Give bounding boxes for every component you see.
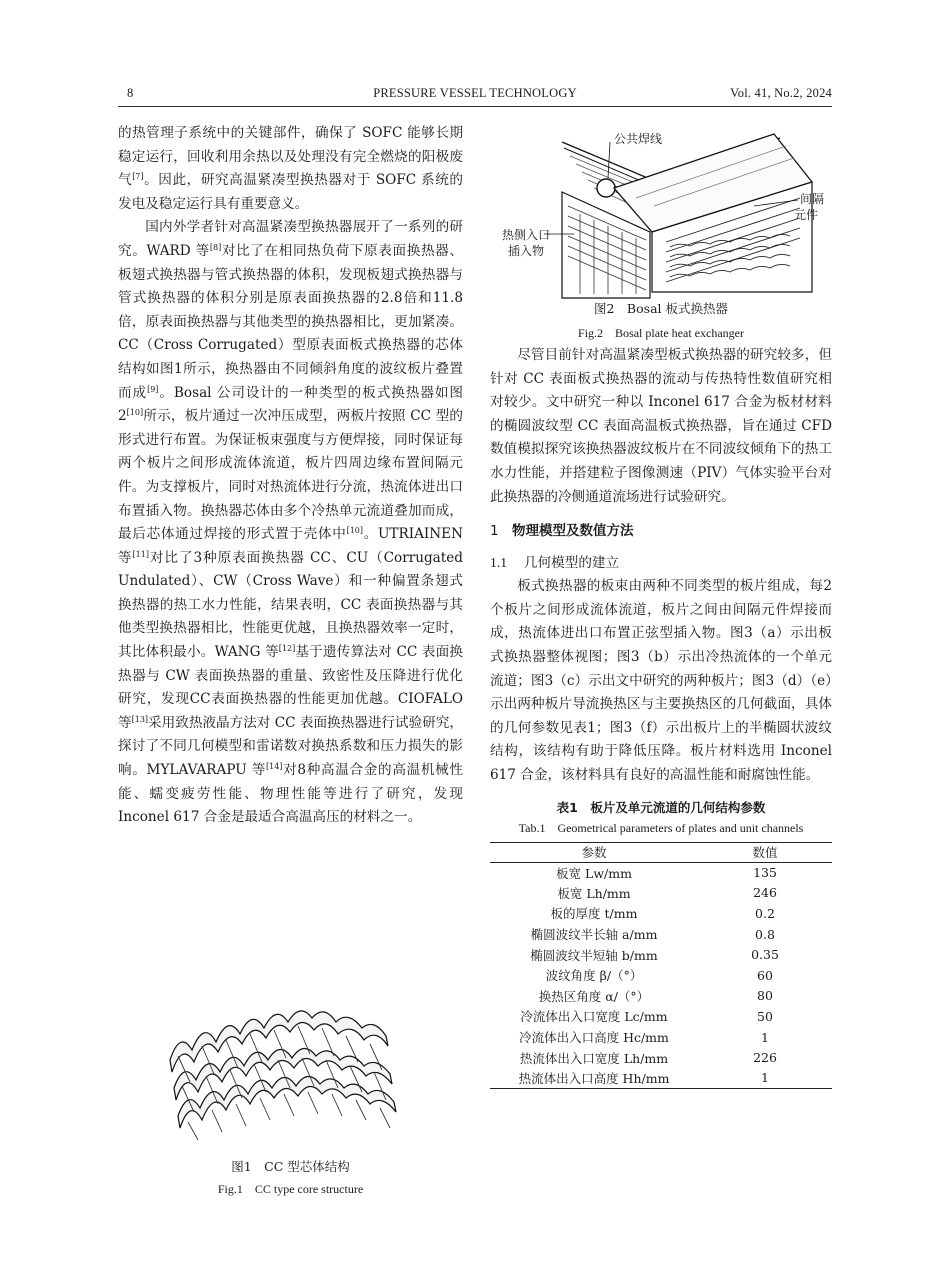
table-cell-param: 板的厚度 t/mm — [550, 906, 638, 922]
table-cell-param: 椭圆波纹半长轴 a/mm — [530, 927, 658, 943]
table-cell-param: 椭圆波纹半短轴 b/mm — [530, 947, 658, 963]
paragraph-literature-review: 国内外学者针对高温紧凑型换热器展开了一系列的研究。WARD 等[8]对比了在相同热负荷下原表面换热器、板翅式换热器与管式换热器的体积，发现板翅式换热器与管式换热器的体积分别是原表面换热器的2.8倍和11.8倍，原表面换热器与其他类型的换热器相比，更加紧凑。CC（Cross Corrugated）型原表面板式换热器的芯体结构如图1所示，换热器由不同倾斜角度的波纹板片叠置而成[9]。Bosal 公司设计的一种类型的板式换热器如图2[10]所示，板片通过一次冲压成型，两板片按照 CC 型的形式进行布置。为保证板束强度与方便焊接，同时保证每两个板片之间形成流体流道，板片四周边缘布置间隔元件。为支撑板片，同时对热流体进行分流，热流体进出口布置插入物。换热器芯体由多个冷热单元流道叠加而成，最后芯体通过焊接的形式置于壳体中[10]。UTRIAINEN 等[11]对比了3种原表面换热器 CC、CU（Corrugated Undulated）、CW（Cross Wave）和一种偏置条翅式换热器的热工水力性能，结果表明，CC 表面换热器与其他类型换热器相比，性能更优越，且换热器效率一定时，其比体积最小。WANG 等[12]基于遗传算法对 CC 表面换热器与 CW 表面换热器的重量、致密性及压降进行优化研究，发现CC表面换热器的性能更加优越。CIOFALO 等[13]采用致热液晶方法对 CC 表面换热器进行试验研究，探讨了不同几何模型和雷诺数对换热系数和压力损失的影响。MYLAVARAPU 等[14]对8种高温合金的高温机械性能、蠕变疲劳性能、物理性能等进行了研究，发现 Inconel 617 合金是最适合高温高压的材料之一。 — [118, 219, 464, 826]
table-row — [490, 965, 832, 986]
table-row — [490, 944, 832, 965]
table-cell-value: 80 — [757, 988, 773, 1004]
fig2-label-spacer-2: 元件 — [794, 208, 819, 222]
table-cell-value: 0.2 — [755, 905, 775, 921]
fig2-label-insert-2: 插入物 — [508, 244, 545, 258]
figure-2 — [490, 122, 832, 342]
table-cell-value: 60 — [757, 967, 773, 983]
table-cell-value: 0.8 — [755, 926, 775, 942]
header-rule — [118, 106, 832, 107]
table-cell-param: 冷流体出入口高度 Hc/mm — [519, 1030, 669, 1046]
table-1-parameters — [490, 842, 832, 1090]
journal-title: PRESSURE VESSEL TECHNOLOGY — [373, 86, 577, 100]
table-cell-value: 0.35 — [751, 947, 779, 963]
table-cell-param: 冷流体出入口宽度 Lc/mm — [520, 1009, 668, 1025]
section-1-1-title: 几何模型的建立 — [524, 555, 620, 572]
table-cell-param: 换热区角度 α/（°） — [538, 988, 650, 1004]
weld-line-roll — [597, 179, 615, 197]
section-1-1-heading — [490, 551, 832, 575]
figure-1-caption-en: Fig.1 CC type core structure — [217, 1182, 364, 1196]
table-row — [490, 924, 832, 945]
table-cell-value: 226 — [753, 1050, 777, 1066]
table-cell-param: 板宽 Lh/mm — [557, 885, 631, 901]
cc-core-structure-illustration — [118, 1000, 463, 1150]
table-row — [490, 1006, 832, 1027]
paragraph-research-aim: 尽管目前针对高温紧凑型板式换热器的研究较多，但针对 CC 表面板式换热器的流动与传热特性数值研究相对较少。文中研究一种以 Inconel 617 合金为板材材料的椭圆波纹型 CC 表面高温板式换热器，旨在通过 CFD 数值模拟探究该换热器波纹板片在不同波纹倾角下的热工水力性能，并搭建粒子图像测速（PIV）气体实验平台对此换热器的冷侧通道流场进行试验研究。 — [490, 347, 832, 505]
figure-2-caption-en: Fig.2 Bosal plate heat exchanger — [578, 326, 744, 340]
table-row — [490, 1047, 832, 1068]
table-1-caption-cn: 表1 板片及单元流道的几何结构参数 — [556, 799, 766, 815]
right-column — [490, 344, 832, 1089]
table-row — [490, 862, 832, 883]
table-row — [490, 1068, 832, 1089]
table-cell-value: 135 — [753, 865, 777, 881]
page-number: 8 — [127, 86, 134, 100]
corrugated-plate-layer-3 — [178, 1076, 396, 1128]
figure-1 — [118, 1000, 463, 1198]
table-cell-value: 50 — [757, 1008, 773, 1024]
table-cell-param: 热流体出入口高度 Hh/mm — [490, 1068, 698, 1089]
table-header-row — [490, 842, 832, 862]
table-1-caption-en: Tab.1 Geometrical parameters of plates and unit channels — [518, 820, 804, 835]
table-row — [490, 986, 832, 1007]
table-cell-value: 246 — [753, 885, 777, 901]
table-cell-param: 热流体出入口宽度 Lh/mm — [519, 1050, 669, 1066]
fig2-label-spacer-1: 间隔 — [800, 192, 825, 206]
left-column — [118, 122, 463, 830]
section-1-number: 1 — [490, 523, 499, 540]
paragraph-intro-end: 的热管理子系统中的关键部件，确保了 SOFC 能够长期稳定运行，回收利用余热以及处理没有完全燃烧的阳极废气[7]。因此，研究高温紧凑型换热器对于 SOFC 系统的发电及稳定运行具有重要意义。 — [118, 125, 464, 212]
table-row — [490, 1027, 832, 1048]
table-row — [490, 883, 832, 904]
paragraph-geometry-model: 板式换热器的板束由两种不同类型的板片组成，每2个板片之间形成流体流道，板片之间由间隔元件焊接而成，热流体进出口布置正弦型插入物。图3（a）示出板式换热器整体视图；图3（b）示出冷热流体的一个单元流道；图3（c）示出文中研究的两种板片；图3（d）（e）示出两种板片导流换热区与主要换热区的几何截面，具体的几何参数见表1；图3（f）示出板片上的半椭圆状波纹结构，该结构有助于降低压降。板片材料选用 Inconel 617 合金，该材料具有良好的高温性能和耐腐蚀性能。 — [490, 578, 832, 783]
figure-2-caption-cn: 图2 Bosal 板式换热器 — [593, 301, 728, 316]
table-cell-param: 板宽 Lw/mm — [556, 865, 632, 881]
table-header-value: 数值 — [698, 842, 832, 862]
figure-1-caption-cn: 图1 CC 型芯体结构 — [231, 1159, 350, 1174]
table-cell-value: 1 — [698, 1068, 832, 1089]
fig2-label-weld: 公共焊线 — [614, 132, 663, 146]
section-1-heading — [490, 519, 832, 543]
table-header-param: 参数 — [490, 842, 698, 862]
bosal-plate-exchanger-illustration — [490, 122, 832, 300]
table-cell-param: 波纹角度 β/（°） — [545, 968, 643, 984]
fig2-label-insert-1: 热侧入口 — [502, 228, 551, 242]
table-cell-value: 1 — [761, 1029, 769, 1045]
volume-info: Vol. 41, No.2, 2024 — [730, 86, 832, 100]
section-1-1-number: 1.1 — [490, 555, 507, 571]
section-1-title: 物理模型及数值方法 — [512, 523, 634, 540]
table-row — [490, 903, 832, 924]
